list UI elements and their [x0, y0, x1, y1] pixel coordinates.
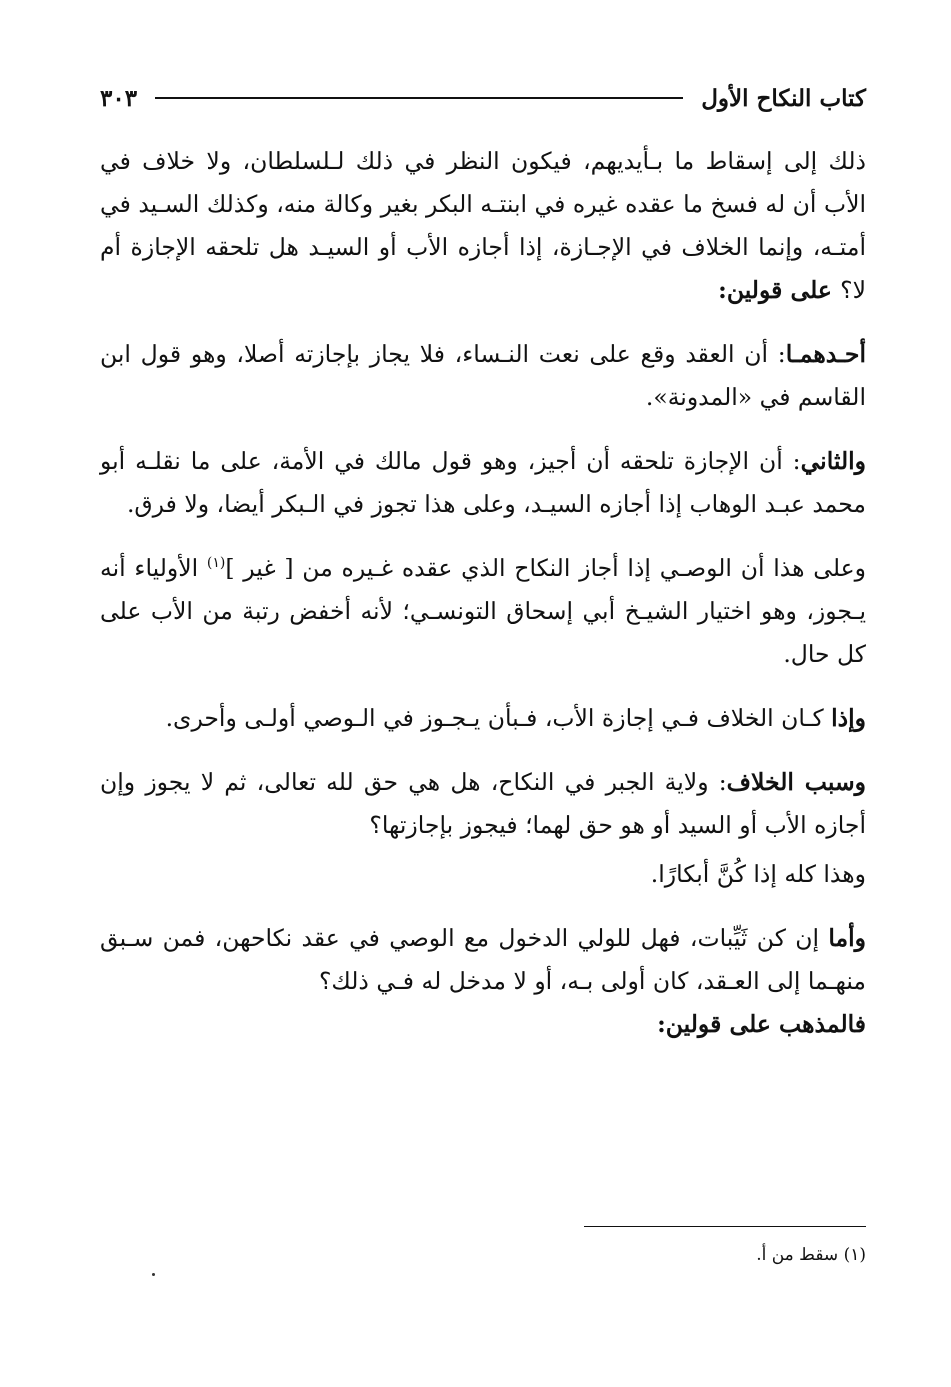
footnote — [500, 1240, 866, 1270]
footnote-rule — [584, 1226, 866, 1227]
paragraph-2: أحـدهمـا: أن العقد وقع على نعت النـساء، فلا يجاز بإجازته أصلا، وهو قول ابن القاسم في «المدونة». — [100, 340, 866, 411]
page-number: ٣٠٣ — [100, 84, 138, 112]
paragraph-8: وأما إن كن ثَيِّبات، فهل للولي الدخول مع الوصي في عقد نكاحهن، فمن سـبق منهـما إلى العـقد، كان أولى بـه، أو لا مدخل له فـي ذلك؟ فالمذهب على قولين: — [100, 924, 866, 1038]
paragraph-3: والثاني: أن الإجازة تلحقه أن أجيز، وهو قول مالك في الأمة، على ما نقلـه أبو محمد عبـد الوهاب إذا أجازه السيـد، وعلى هذا تجوز في الـبكر أيضا، ولا فرق. — [100, 447, 866, 518]
main-text — [100, 140, 866, 1067]
paragraph-4: وعلى هذا أن الوصـي إذا أجاز النكاح الذي عقده غـيره من [ غير ]$^{(١)}$ الأولياء أنه يـجوز، وهو اختيار الشيـخ أبي إسحاق التونسـي؛ لأنه أخفض رتبة من الأب على كل حال. — [100, 554, 866, 668]
print-speck — [152, 1273, 155, 1276]
footnote-text: سقط من أ. — [756, 1245, 839, 1265]
running-header — [100, 78, 866, 118]
paragraph-6: وسبب الخلاف: ولاية الجبر في النكاح، هل هي حق لله تعالى، ثم لا يجوز وإن أجازه الأب أو السيد أو هو حق لهما؛ فيجوز بإجازتها؟ — [100, 768, 866, 839]
paragraph-1: ذلك إلى إسقاط ما بـأيديهم، فيكون النظر في ذلك لـلسلطان، ولا خلاف في الأب أن له فسخ ما عقده غيره في ابنتـه البكر بغير وكالة منه، وكذلك السـيد في أمتـه، وإنما الخلاف في الإجـازة، إذا أجازه الأب أو السيـد هل تلحقه الإجازة أم لا؟ على قولين: — [100, 147, 866, 304]
chapter-title: كتاب النكاح الأول — [701, 84, 866, 112]
header-rule — [155, 97, 683, 99]
paragraph-5: وإذا كـان الخلاف فـي إجازة الأب، فـبأن يـجـوز في الـوصي أولـى وأحرى. — [165, 704, 866, 732]
paragraph-7: وهذا كله إذا كُنَّ أبكارًا. — [650, 860, 866, 888]
footnote-ref: (١) — [206, 555, 226, 572]
footnote-marker: (١) — [843, 1245, 866, 1265]
